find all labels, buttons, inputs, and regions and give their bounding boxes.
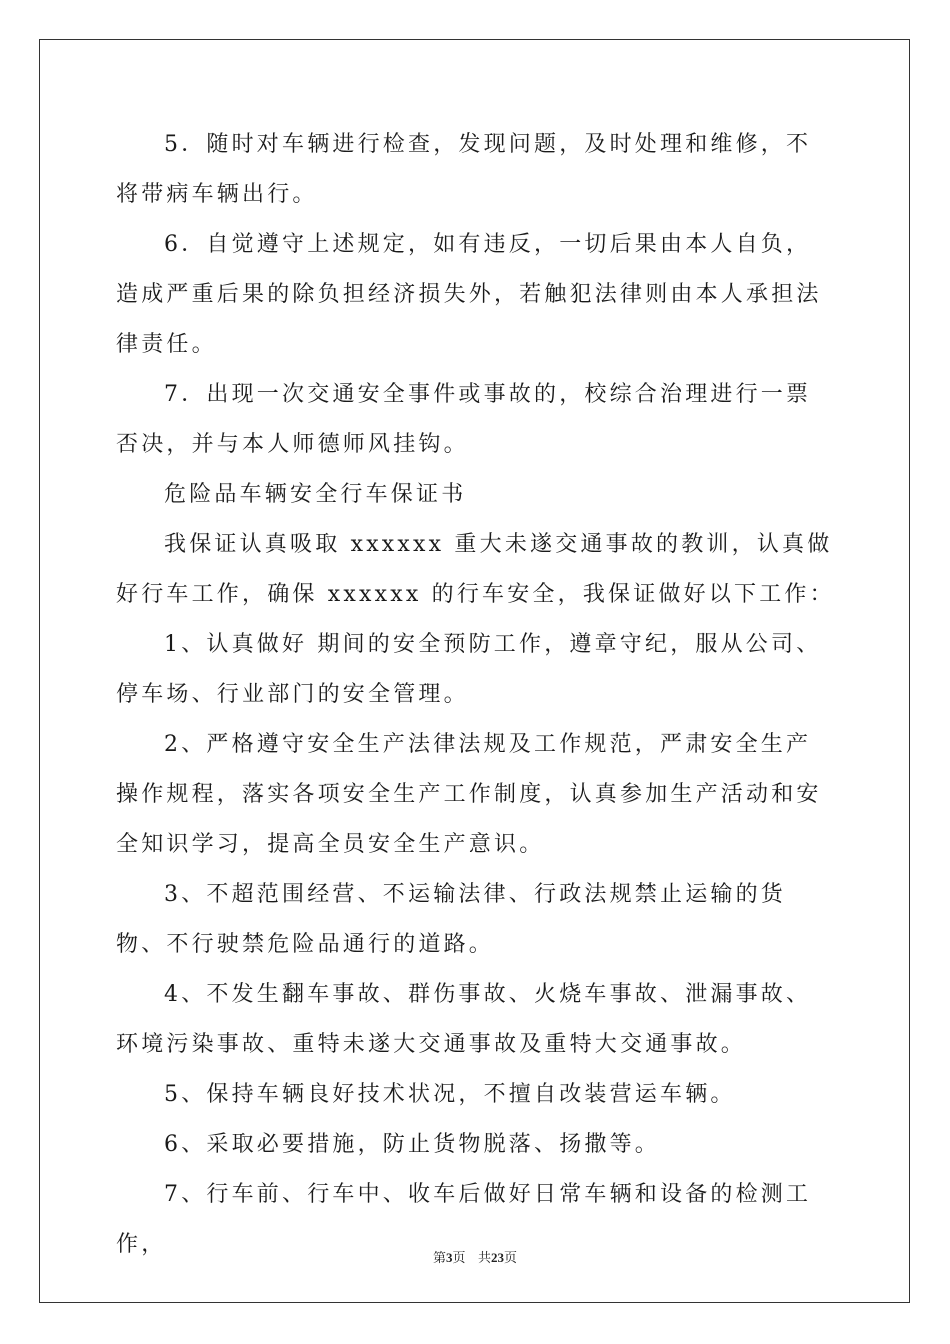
list-item-3: 3、不超范围经营、不运输法律、行政法规禁止运输的货物、不行驶禁危险品通行的道路。 (116, 882, 786, 957)
section-title: 危险品车辆安全行车保证书 (164, 482, 467, 507)
page-prefix: 第 (433, 1251, 447, 1266)
paragraph-1: 5．随时对车辆进行检查，发现问题，及时处理和维修，不将带病车辆出行。 (116, 132, 812, 207)
list-item-7: 7、行车前、行车中、收车后做好日常车辆和设备的检测工作， (116, 1182, 812, 1257)
paragraph-2: 6．自觉遵守上述规定，如有违反，一切后果由本人自负，造成严重后果的除负担经济损失外，若触犯法律则由本人承担法律责任。 (116, 232, 822, 357)
page-suffix: 页 (452, 1251, 466, 1266)
total-prefix: 共 (477, 1251, 491, 1266)
page-footer (0, 1247, 950, 1266)
list-item-2: 2、严格遵守安全生产法律法规及工作规范，严肃安全生产操作规程，落实各项安全生产工作制度，认真参加生产活动和安全知识学习，提高全员安全生产意识。 (116, 732, 822, 857)
page-number: 3 (446, 1250, 453, 1265)
paragraph-3: 7．出现一次交通安全事件或事故的，校综合治理进行一票否决，并与本人师德师风挂钩。 (116, 382, 812, 457)
total-suffix: 页 (503, 1251, 517, 1266)
list-item-5: 5、保持车辆良好技术状况，不擅自改装营运车辆。 (164, 1082, 736, 1107)
list-item-4: 4、不发生翻车事故、群伤事故、火烧车事故、泄漏事故、环境污染事故、重特未遂大交通事故及重特大交通事故。 (116, 982, 812, 1057)
total-pages: 23 (490, 1250, 504, 1265)
document-body (116, 120, 836, 1270)
list-item-1: 1、认真做好 期间的安全预防工作，遵章守纪，服从公司、停车场、行业部门的安全管理。 (116, 632, 822, 707)
list-item-6: 6、采取必要措施，防止货物脱落、扬撒等。 (164, 1132, 660, 1157)
paragraph-intro: 我保证认真吸取 xxxxxx 重大未遂交通事故的教训，认真做好行车工作，确保 xxxxxx 的行车安全，我保证做好以下工作： (116, 532, 835, 607)
